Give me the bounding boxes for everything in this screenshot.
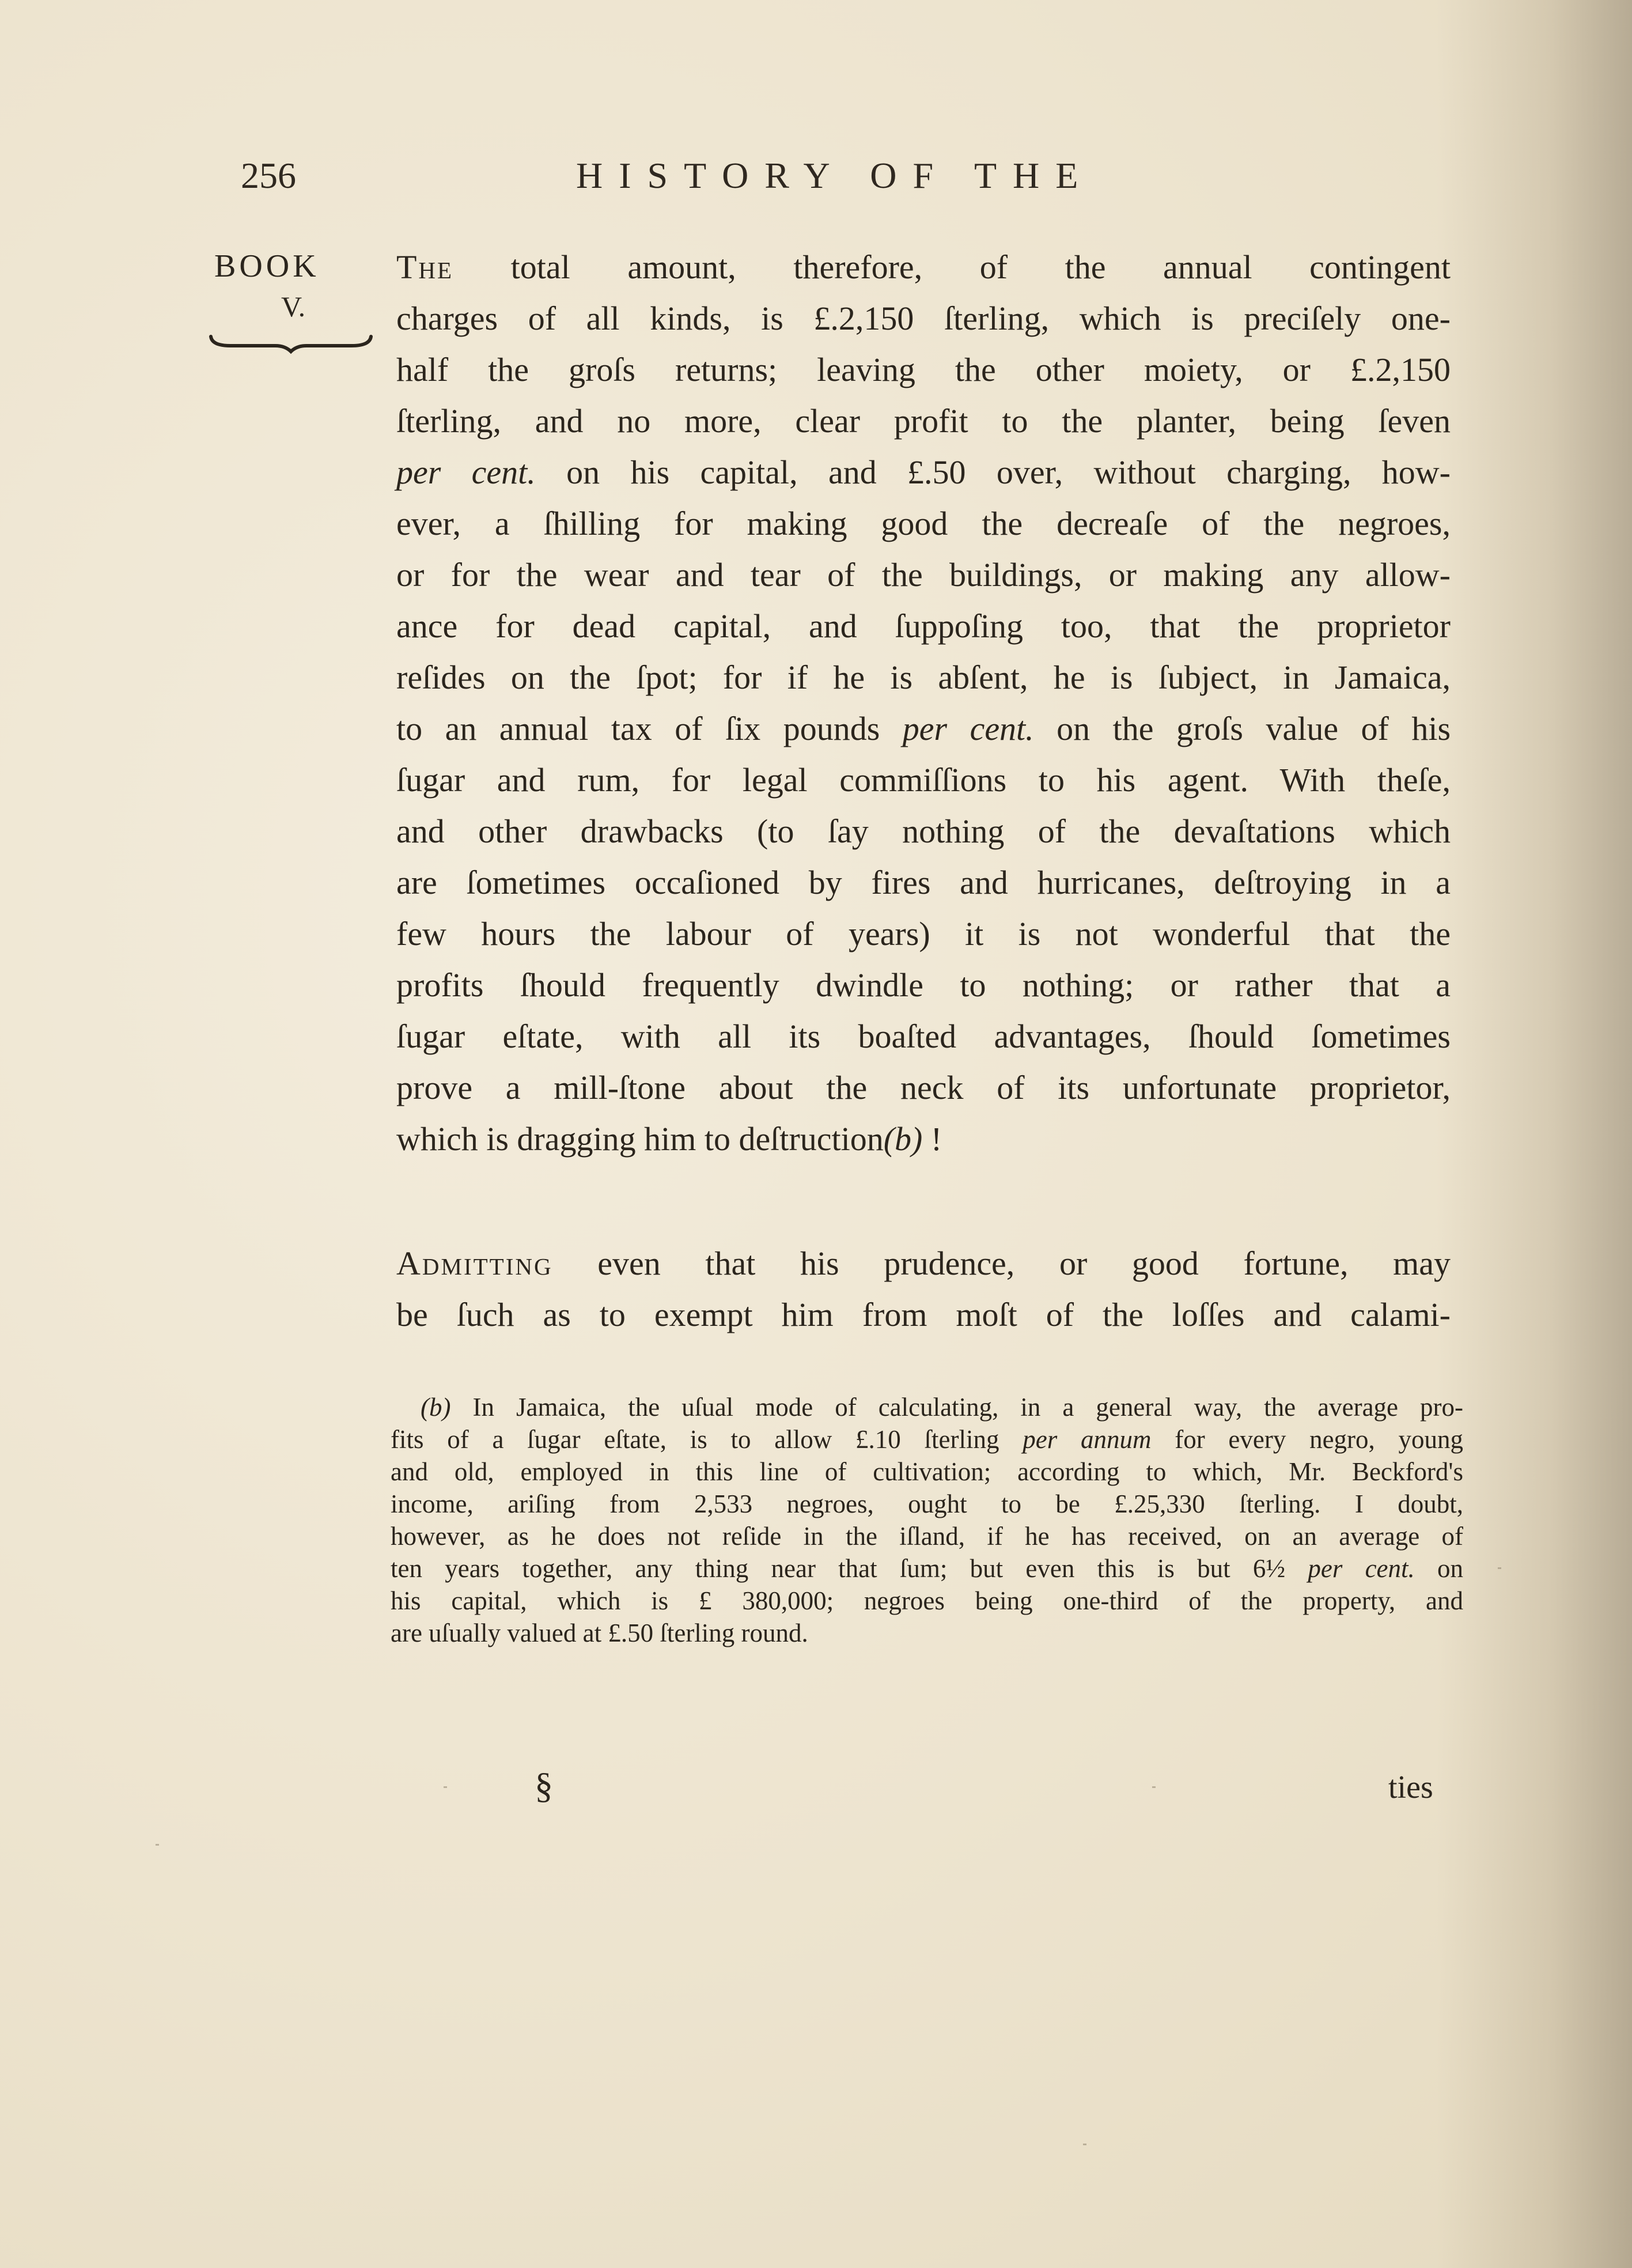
text-line: to an annual tax of ſix pounds per cent. on the groſs value of his [396,710,1451,747]
italic-phrase: per cent. [396,453,536,491]
paper-speck [1152,1786,1156,1788]
text-line: ſugar and rum, for legal commiſſions to his agent. With theſe, [396,761,1451,799]
text-line: few hours the labour of years) it is not wonderful that the [396,915,1451,952]
text-line: which is dragging him to deſtruction(b) ! [396,1120,942,1158]
paper-speck [444,1786,447,1788]
footnote-line: income, ariſing from 2,533 negroes, ought to be £.25,330 ſterling. I doubt, [391,1490,1463,1518]
page-number: 256 [241,155,296,196]
footnote-reference: (b) [883,1120,923,1158]
footnote-marker: (b) [421,1393,451,1422]
text-line: are ſometimes occaſioned by fires and hurricanes, deſtroying in a [396,864,1451,901]
text-line: reſides on the ſpot; for if he is abſent, he is ſubject, in Jamaica, [396,659,1451,696]
text-line: The total amount, therefore, of the annual contingent [396,248,1451,286]
footnote [391,1391,1463,1649]
margin-book-label: BOOK [214,248,320,284]
footnote-line: (b) In Jamaica, the uſual mode of calculating, in a general way, the average pro- [421,1393,1464,1422]
text-line: half the groſs returns; leaving the other moiety, or £.2,150 [396,351,1451,388]
footnote-line: his capital, which is £ 380,000; negroes being one-third of the property, and [391,1586,1463,1615]
text-line: Admitting even that his prudence, or good fortune, may [396,1245,1451,1282]
margin-brace-ornament [207,333,374,356]
text-line: profits ſhould frequently dwindle to nothing; or rather that a [396,966,1451,1004]
text-line: and other drawbacks (to ſay nothing of the devaſtations which [396,812,1451,850]
text-line: ſterling, and no more, clear profit to the planter, being ſeven [396,402,1451,440]
paper-speck [1083,2144,1086,2145]
text-line: ſugar eſtate, with all its boaſted advantages, ſhould ſometimes [396,1018,1451,1055]
paragraph-second [396,1238,1451,1340]
footnote-line: ten years together, any thing near that ſum; but even this is but 6½ per cent. on [391,1554,1464,1583]
text-line: charges of all kinds, is £.2,150 ſterling, which is preciſely one- [396,300,1451,337]
paper-speck [1498,1567,1501,1569]
running-title: HISTORY OF THE [576,155,1095,196]
lead-word: Admitting [396,1245,553,1282]
text-line: prove a mill-ſtone about the neck of its unfortunate proprietor, [396,1069,1451,1106]
text-line: or for the wear and tear of the buildings, or making any allow- [396,556,1451,594]
lead-word: The [396,248,454,286]
footnote-line: are uſually valued at £.50 ſterling round. [391,1619,808,1647]
text-line: ance for dead capital, and ſuppoſing too, that the proprietor [396,607,1451,645]
footnote-line: and old, employed in this line of cultivation; according to which, Mr. Beckford's [391,1457,1463,1486]
footnote-line: however, as he does not reſide in the iſland, if he has received, on an average of [391,1522,1463,1551]
paragraph-main [396,241,1451,1165]
text-line: be ſuch as to exempt him from moſt of the loſſes and calami- [396,1296,1451,1333]
footnote-line: fits of a ſugar eſtate, is to allow £.10 ſterling per annum for every negro, young [391,1425,1464,1454]
italic-phrase: per cent. [902,710,1034,747]
margin-volume: V. [281,290,306,323]
text-line: per cent. on his capital, and £.50 over, without charging, how- [396,453,1451,491]
signature-mark: § [535,1765,553,1806]
paper-speck [156,1844,159,1846]
text-line: ever, a ſhilling for making good the decreaſe of the negroes, [396,505,1451,542]
catchword: ties [1388,1770,1433,1805]
